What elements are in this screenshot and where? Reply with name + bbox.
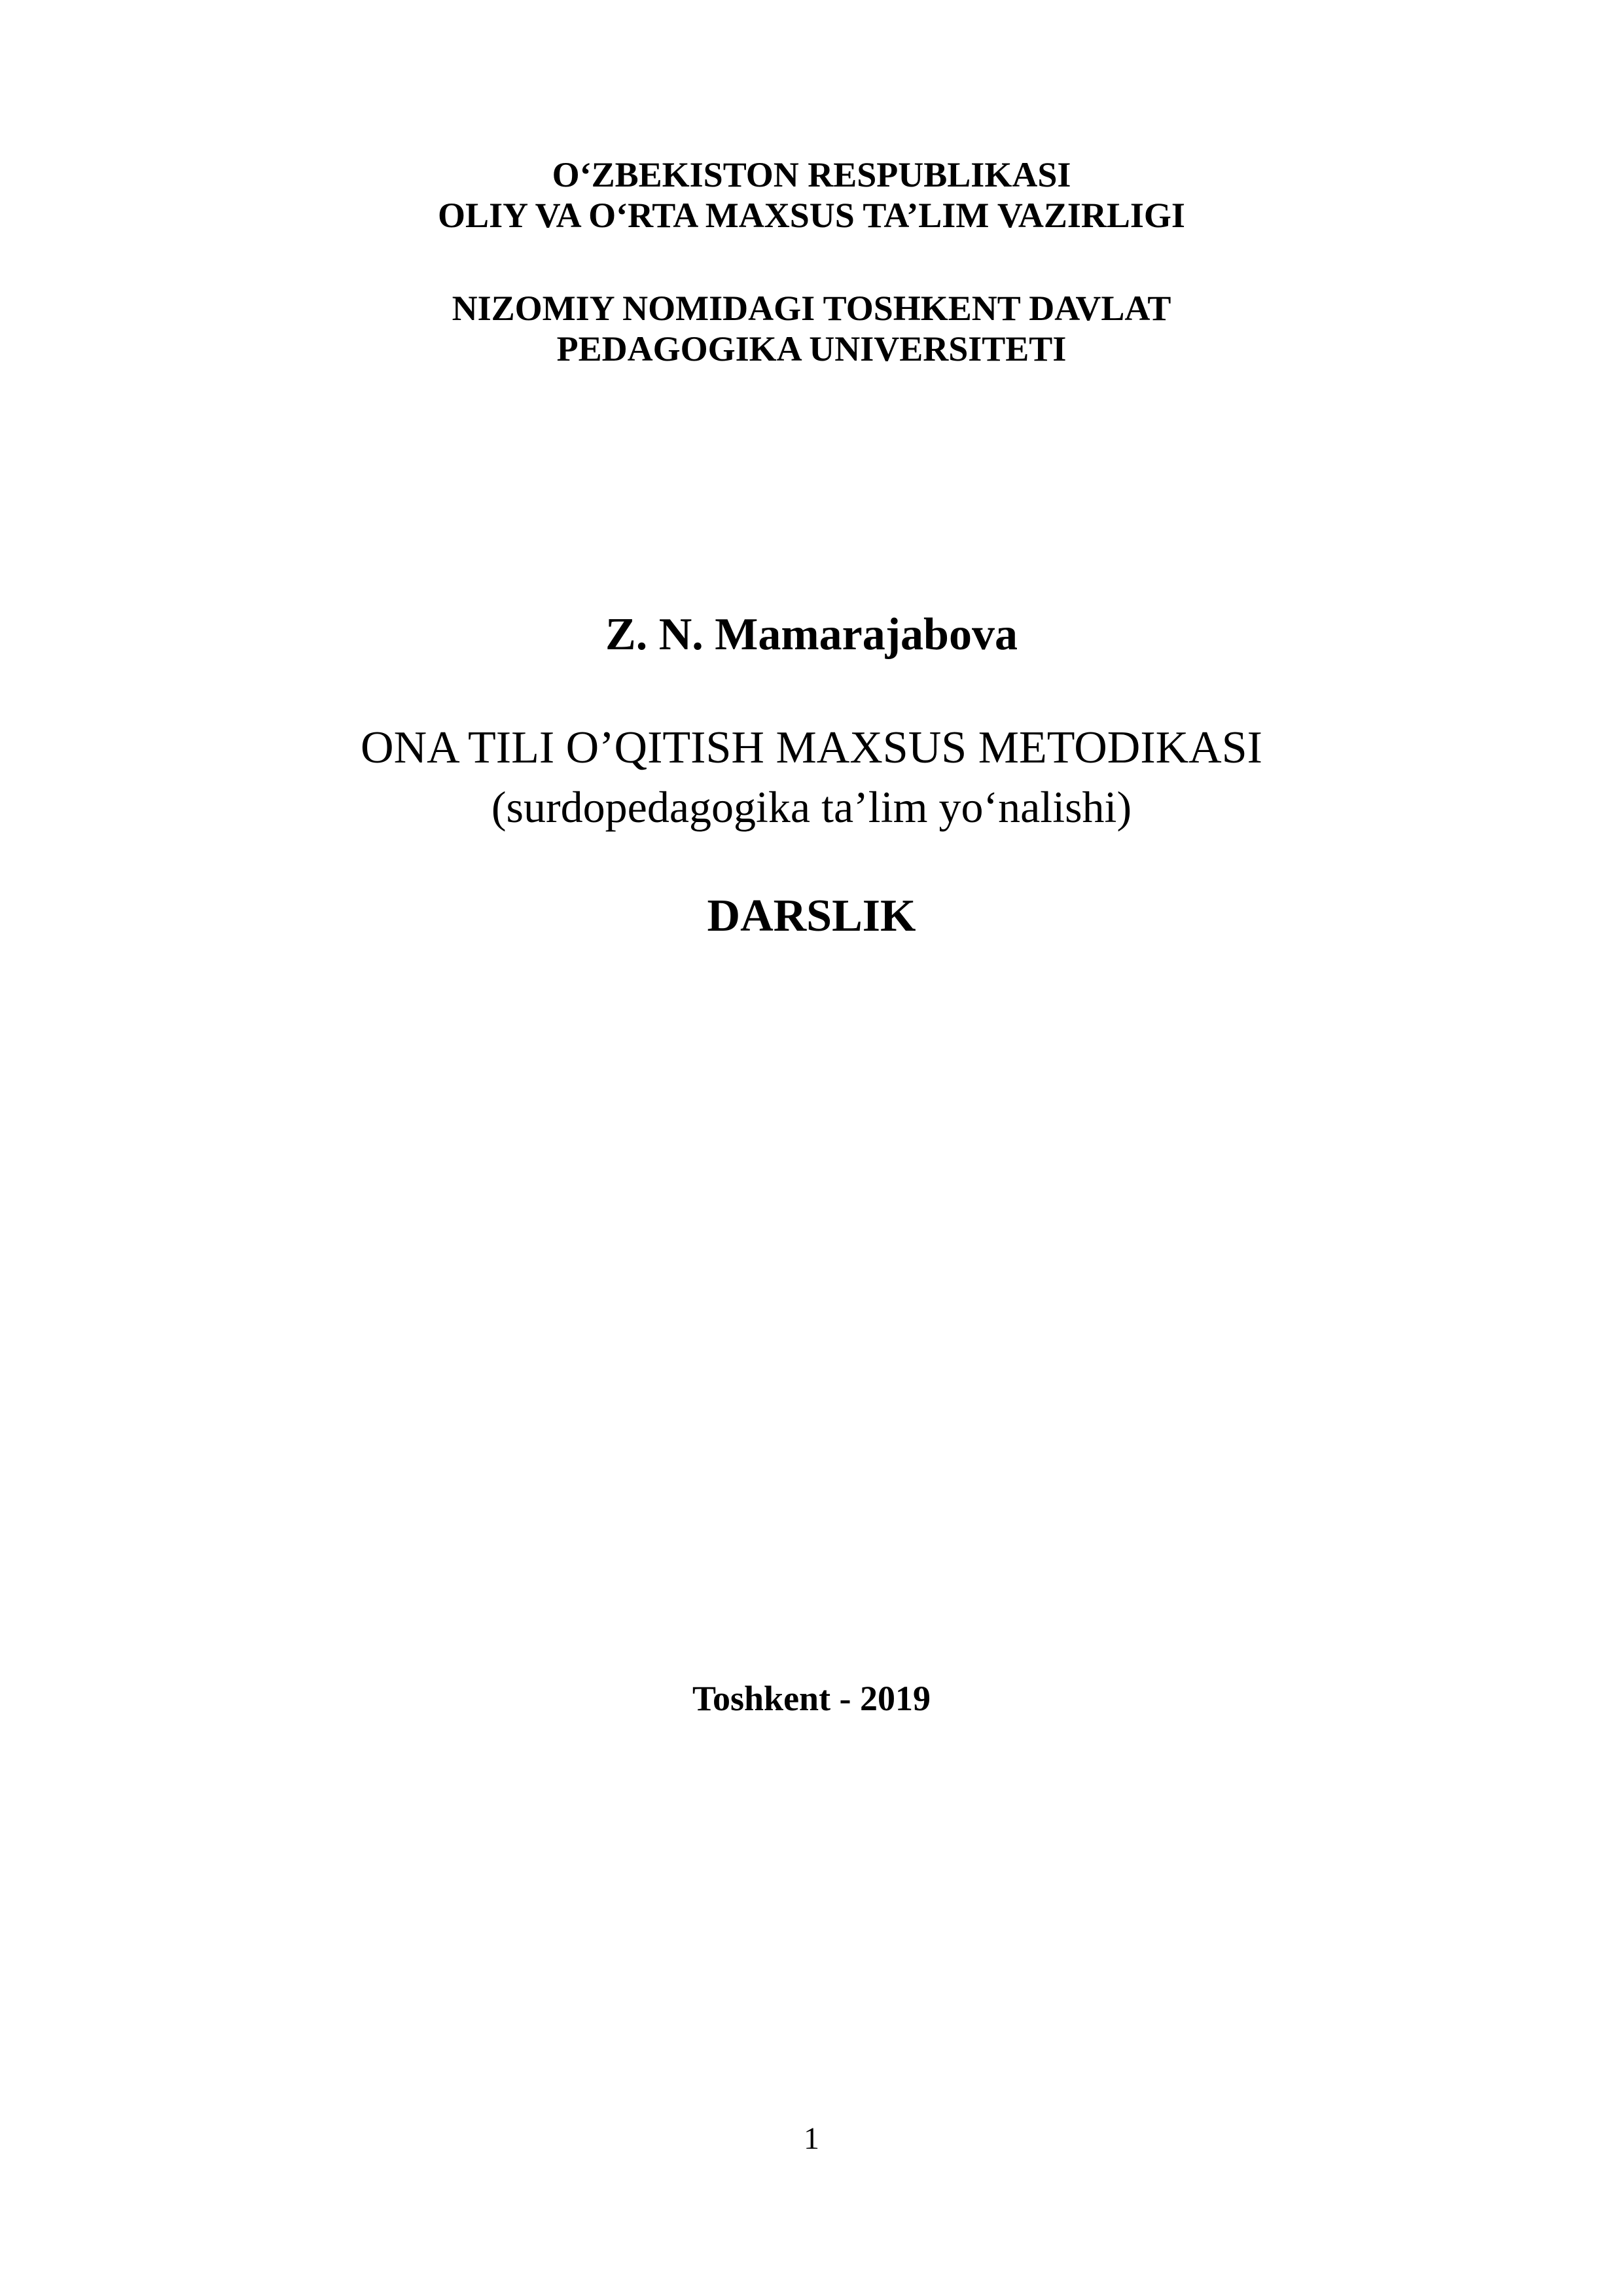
university-line-2: PEDAGOGIKA UNIVERSITETI [556,329,1067,369]
publication-place-year: Toshkent - 2019 [692,1679,931,1718]
author-name: Z. N. Mamarajabova [605,609,1018,660]
university-heading [0,288,1623,369]
document-type: DARSLIK [707,891,916,941]
university-line-1: NIZOMIY NOMIDAGI TOSHKENT DAVLAT [452,289,1171,328]
book-title: ONA TILI O’QITISH MAXSUS METODIKASI [361,723,1262,773]
ministry-line-country: O‘ZBEKISTON RESPUBLIKASI [552,155,1071,194]
ministry-line-name: OLIY VA O‘RTA MAXSUS TA’LIM VAZIRLIGI [438,196,1185,236]
ministry-heading [0,154,1623,236]
page-number: 1 [804,2121,819,2156]
book-subtitle: (surdopedagogika ta’lim yo‘nalishi) [491,782,1132,832]
